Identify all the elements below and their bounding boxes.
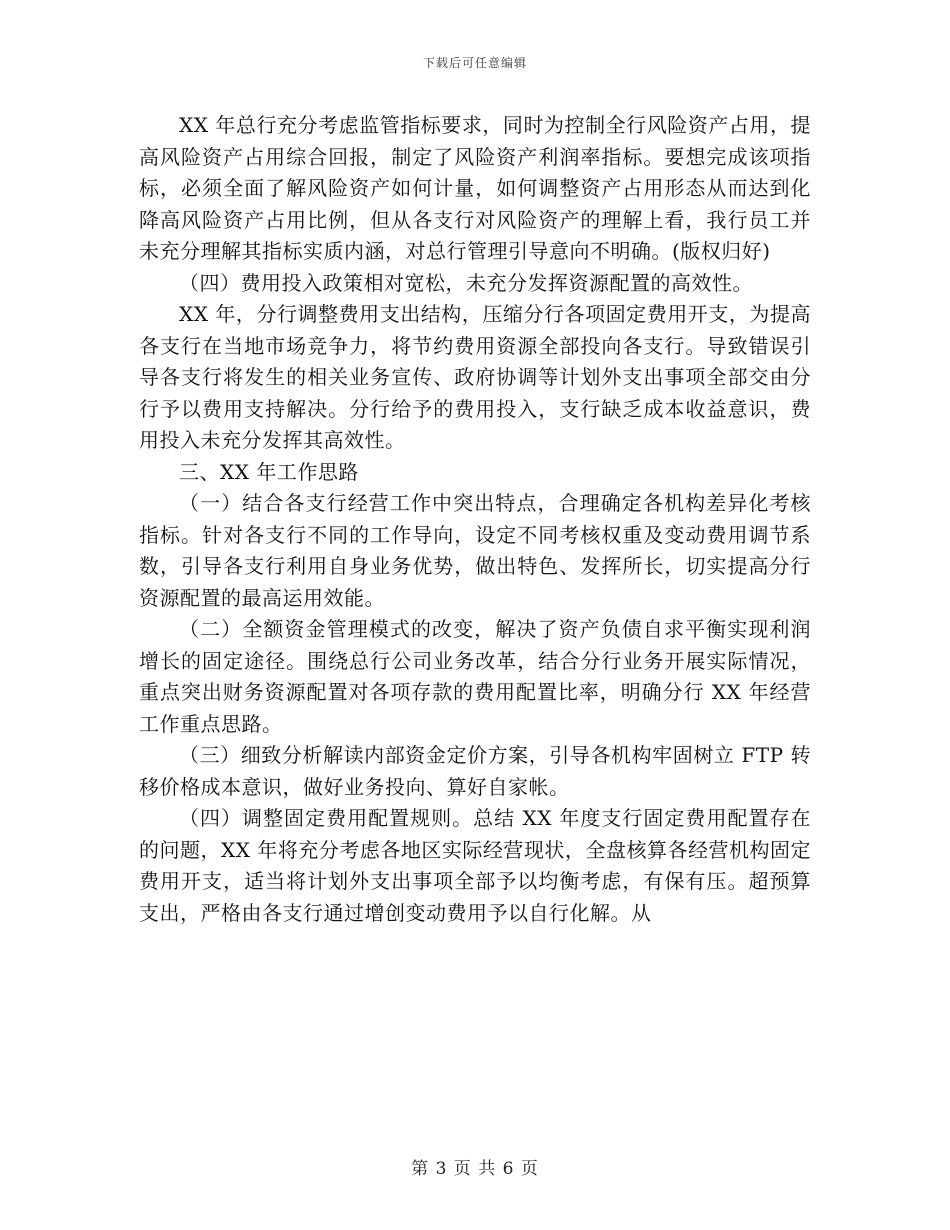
paragraph-idea-two: （二）全额资金管理模式的改变，解决了资产负债自求平衡实现利润增长的固定途径。围绕总行公司业务改革，结合分行业务开展实际情况，重点突出财务资源配置对各项存款的费用配置比率，明确分行 XX 年经营工作重点思路。 xyxy=(139,617,811,736)
page-header: 下载后可任意编辑 xyxy=(422,56,527,70)
paragraph-expense-structure: XX 年，分行调整费用支出结构，压缩分行各项固定费用开支，为提高各支行在当地市场竞争力，将节约费用资源全部投向各支行。导致错误引导各支行将发生的相关业务宣传、政府协调等计划外支出事项全部交由分行予以费用支持解决。分行给予的费用投入，支行缺乏成本收益意识，费用投入未充分发挥其高效性。 xyxy=(139,302,811,452)
document-body xyxy=(139,110,811,929)
paragraph-idea-four: （四）调整固定费用配置规则。总结 XX 年度支行固定费用配置存在的问题，XX 年将充分考虑各地区实际经营现状，全盘核算各经营机构固定费用开支，适当将计划外支出事项全部予以均衡考虑，有保有压。超预算支出，严格由各支行通过增创变动费用予以自行化解。从 xyxy=(139,806,811,925)
section-heading-work-ideas: 三、XX 年工作思路 xyxy=(179,459,359,484)
page-number-footer: 第 3 页 共 6 页 xyxy=(411,1159,539,1179)
paragraph-idea-three: （三）细致分析解读内部资金定价方案，引导各机构牢固树立 FTP 转移价格成本意识，做好业务投向、算好自家帐。 xyxy=(139,743,811,799)
heading-expense-policy: （四）费用投入政策相对宽松，未充分发挥资源配置的高效性。 xyxy=(179,270,753,295)
paragraph-idea-one: （一）结合各支行经营工作中突出特点，合理确定各机构差异化考核指标。针对各支行不同的工作导向，设定不同考核权重及变动费用调节系数，引导各支行利用自身业务优势，做出特色、发挥所长，切实提高分行资源配置的最高运用效能。 xyxy=(139,491,811,610)
paragraph-risk-assets: XX 年总行充分考虑监管指标要求，同时为控制全行风险资产占用，提高风险资产占用综合回报，制定了风险资产利润率指标。要想完成该项指标，必须全面了解风险资产如何计量，如何调整资产占用形态从而达到化降高风险资产占用比例，但从各支行对风险资产的理解上看，我行员工并未充分理解其指标实质内涵，对总行管理引导意向不明确。(版权归好) xyxy=(139,113,811,263)
